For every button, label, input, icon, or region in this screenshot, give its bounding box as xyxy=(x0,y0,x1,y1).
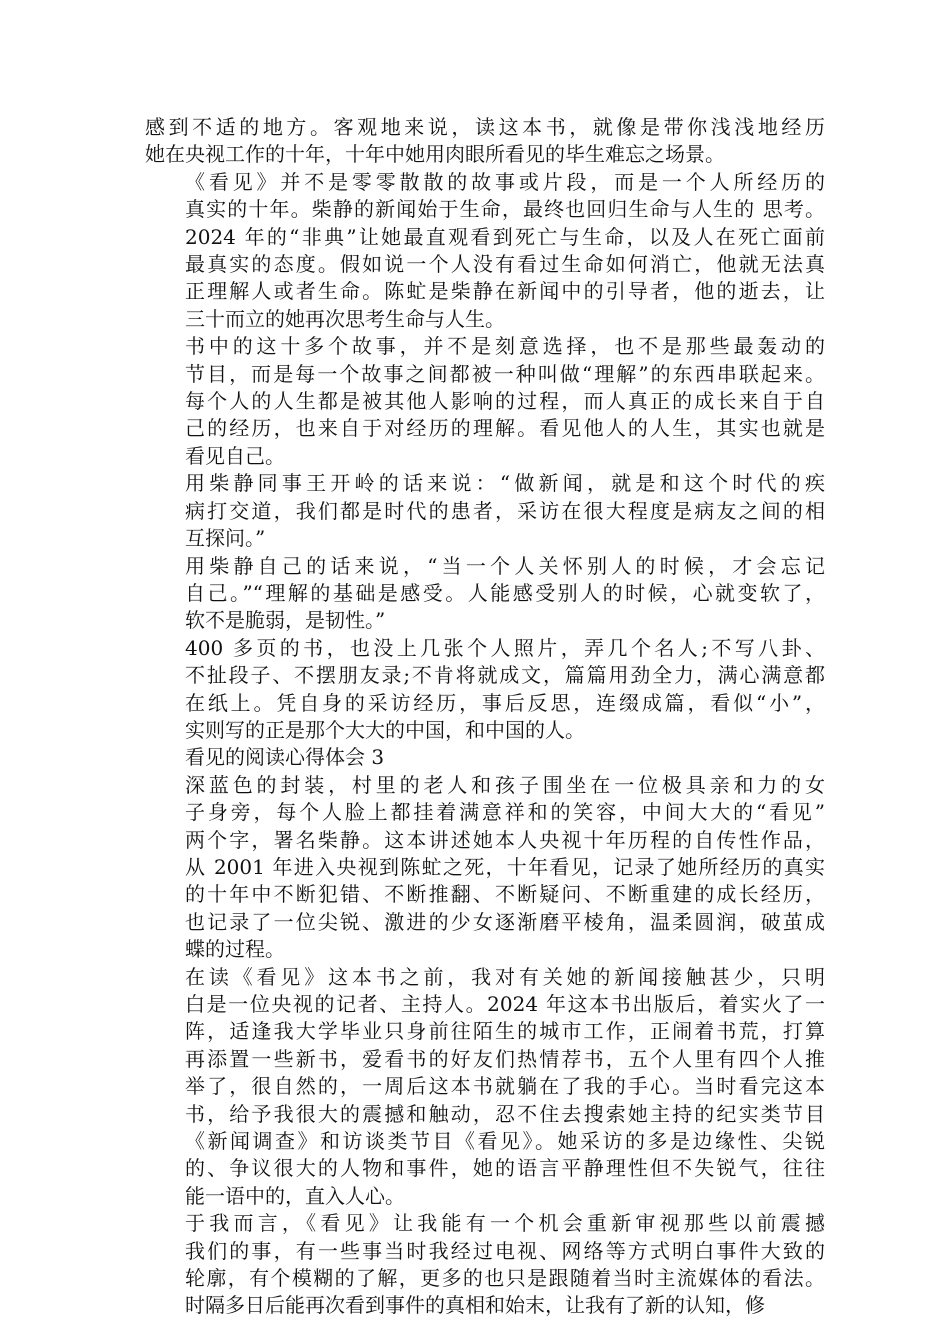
paragraph xyxy=(145,470,825,552)
text-line: 正理解人或者生命。陈虻是柴静在新闻中的引导者，他的逝去，让 xyxy=(185,279,825,304)
text-line: 时隔多日后能再次看到事件的真相和始末，让我有了新的认知，修 xyxy=(185,1293,765,1318)
text-line: 用柴静同事王开岭的话来说：“做新闻，就是和这个时代的疾 xyxy=(185,471,825,496)
text-line: 轮廓，有个模糊的了解，更多的也只是跟随着当时主流媒体的看法。 xyxy=(185,1266,825,1291)
paragraph xyxy=(145,964,825,1211)
text-line: 2024 年的“非典”让她最直观看到死亡与生命，以及人在死亡面前 xyxy=(185,224,825,249)
text-line: 节目，而是每一个故事之间都被一种叫做“理解”的东西串联起来。 xyxy=(185,361,825,386)
text-line: 举了，很自然的，一周后这本书就躺在了我的手心。当时看完这本 xyxy=(185,1074,825,1099)
text-line: 书中的这十多个故事，并不是刻意选择，也不是那些最轰动的 xyxy=(185,334,825,359)
text-line: 《新闻调查》和访谈类节目《看见》。她采访的多是边缘性、尖锐 xyxy=(185,1129,825,1154)
paragraph xyxy=(145,744,825,771)
paragraph xyxy=(145,1210,825,1320)
text-line: 书，给予我很大的震撼和触动，忍不住去搜索她主持的纪实类节目 xyxy=(185,1101,825,1126)
text-line: 看见的阅读心得体会 3 xyxy=(185,745,385,770)
text-line: 用柴静自己的话来说，“当一个人关怀别人的时候，才会忘记 xyxy=(185,553,825,578)
text-line: 实则写的正是那个大大的中国，和中国的人。 xyxy=(185,717,585,742)
text-line: 子身旁，每个人脸上都挂着满意祥和的笑容，中间大大的“看见” xyxy=(185,800,825,825)
text-line: 蝶的过程。 xyxy=(185,937,285,962)
text-line: 互探问。” xyxy=(185,526,266,551)
text-line: 白是一位央视的记者、主持人。2024 年这本书出版后，着实火了一 xyxy=(185,992,825,1016)
text-line: 在读《看见》这本书之前，我对有关她的新闻接触甚少，只明 xyxy=(185,964,825,989)
text-line: 真实的十年。柴静的新闻始于生命，最终也回归生命与人生的 思考。 xyxy=(185,197,825,222)
text-line: 深蓝色的封装，村里的老人和孩子围坐在一位极具亲和力的女 xyxy=(185,772,825,797)
text-line: 的、争议很大的人物和事件，她的语言平静理性但不失锐气，往往 xyxy=(185,1156,825,1181)
text-line: 《看见》并不是零零散散的故事或片段，而是一个人所经历的 xyxy=(185,169,825,194)
document-body xyxy=(145,114,825,1320)
text-line: 在纸上。凭自身的采访经历，事后反思，连缀成篇，看似“小”， xyxy=(185,690,825,715)
text-line: 也记录了一位尖锐、激进的少女逐渐磨平棱角，温柔圆润，破茧成 xyxy=(185,909,825,934)
text-line: 最真实的态度。假如说一个人没有看过生命如何消亡，他就无法真 xyxy=(185,252,825,277)
text-line: 从 2001 年进入央视到陈虻之死，十年看见，记录了她所经历的真实 xyxy=(185,854,825,879)
paragraph xyxy=(145,635,825,745)
text-line: 病打交道，我们都是时代的患者，采访在很大程度是病友之间的相 xyxy=(185,498,825,523)
text-line: 能一语中的，直入人心。 xyxy=(185,1183,405,1208)
paragraph xyxy=(145,169,825,333)
text-line: 自己。”“理解的基础是感受。人能感受别人的时候，心就变软了， xyxy=(185,580,825,605)
text-line: 400 多页的书，也没上几张个人照片，弄几个名人;不写八卦、 xyxy=(185,635,825,660)
paragraph xyxy=(145,333,825,470)
paragraph xyxy=(145,114,825,169)
text-line: 的十年中不断犯错、不断推翻、不断疑问、不断重建的成长经历， xyxy=(185,882,825,907)
text-line: 每个人的人生都是被其他人影响的过程，而人真正的成长来自于自 xyxy=(185,389,825,414)
text-line: 不扯段子、不摆朋友录;不肯将就成文，篇篇用劲全力，满心满意都 xyxy=(185,663,825,688)
paragraph xyxy=(145,553,825,635)
text-line: 软不是脆弱，是韧性。” xyxy=(185,608,386,633)
text-line: 于我而言，《看见》让我能有一个机会重新审视那些以前震撼 xyxy=(185,1211,825,1236)
text-line: 她在央视工作的十年，十年中她用肉眼所看见的毕生难忘之场景。 xyxy=(145,142,725,167)
text-line: 我们的事，有一些事当时我经过电视、网络等方式明白事件大致的 xyxy=(185,1238,825,1263)
text-line: 两个字，署名柴静。这本讲述她本人央视十年历程的自传性作品， xyxy=(185,827,825,852)
text-line: 己的经历，也来自于对经历的理解。看见他人的人生，其实也就是 xyxy=(185,416,825,441)
text-line: 感到不适的地方。客观地来说，读这本书，就像是带你浅浅地经历 xyxy=(145,115,825,139)
text-line: 再添置一些新书，爱看书的好友们热情荐书，五个人里有四个人推 xyxy=(185,1046,825,1071)
text-line: 三十而立的她再次思考生命与人生。 xyxy=(185,306,505,331)
text-line: 看见自己。 xyxy=(185,443,285,468)
text-line: 阵，适逢我大学毕业只身前往陌生的城市工作，正闹着书荒，打算 xyxy=(185,1019,825,1044)
paragraph xyxy=(145,772,825,964)
